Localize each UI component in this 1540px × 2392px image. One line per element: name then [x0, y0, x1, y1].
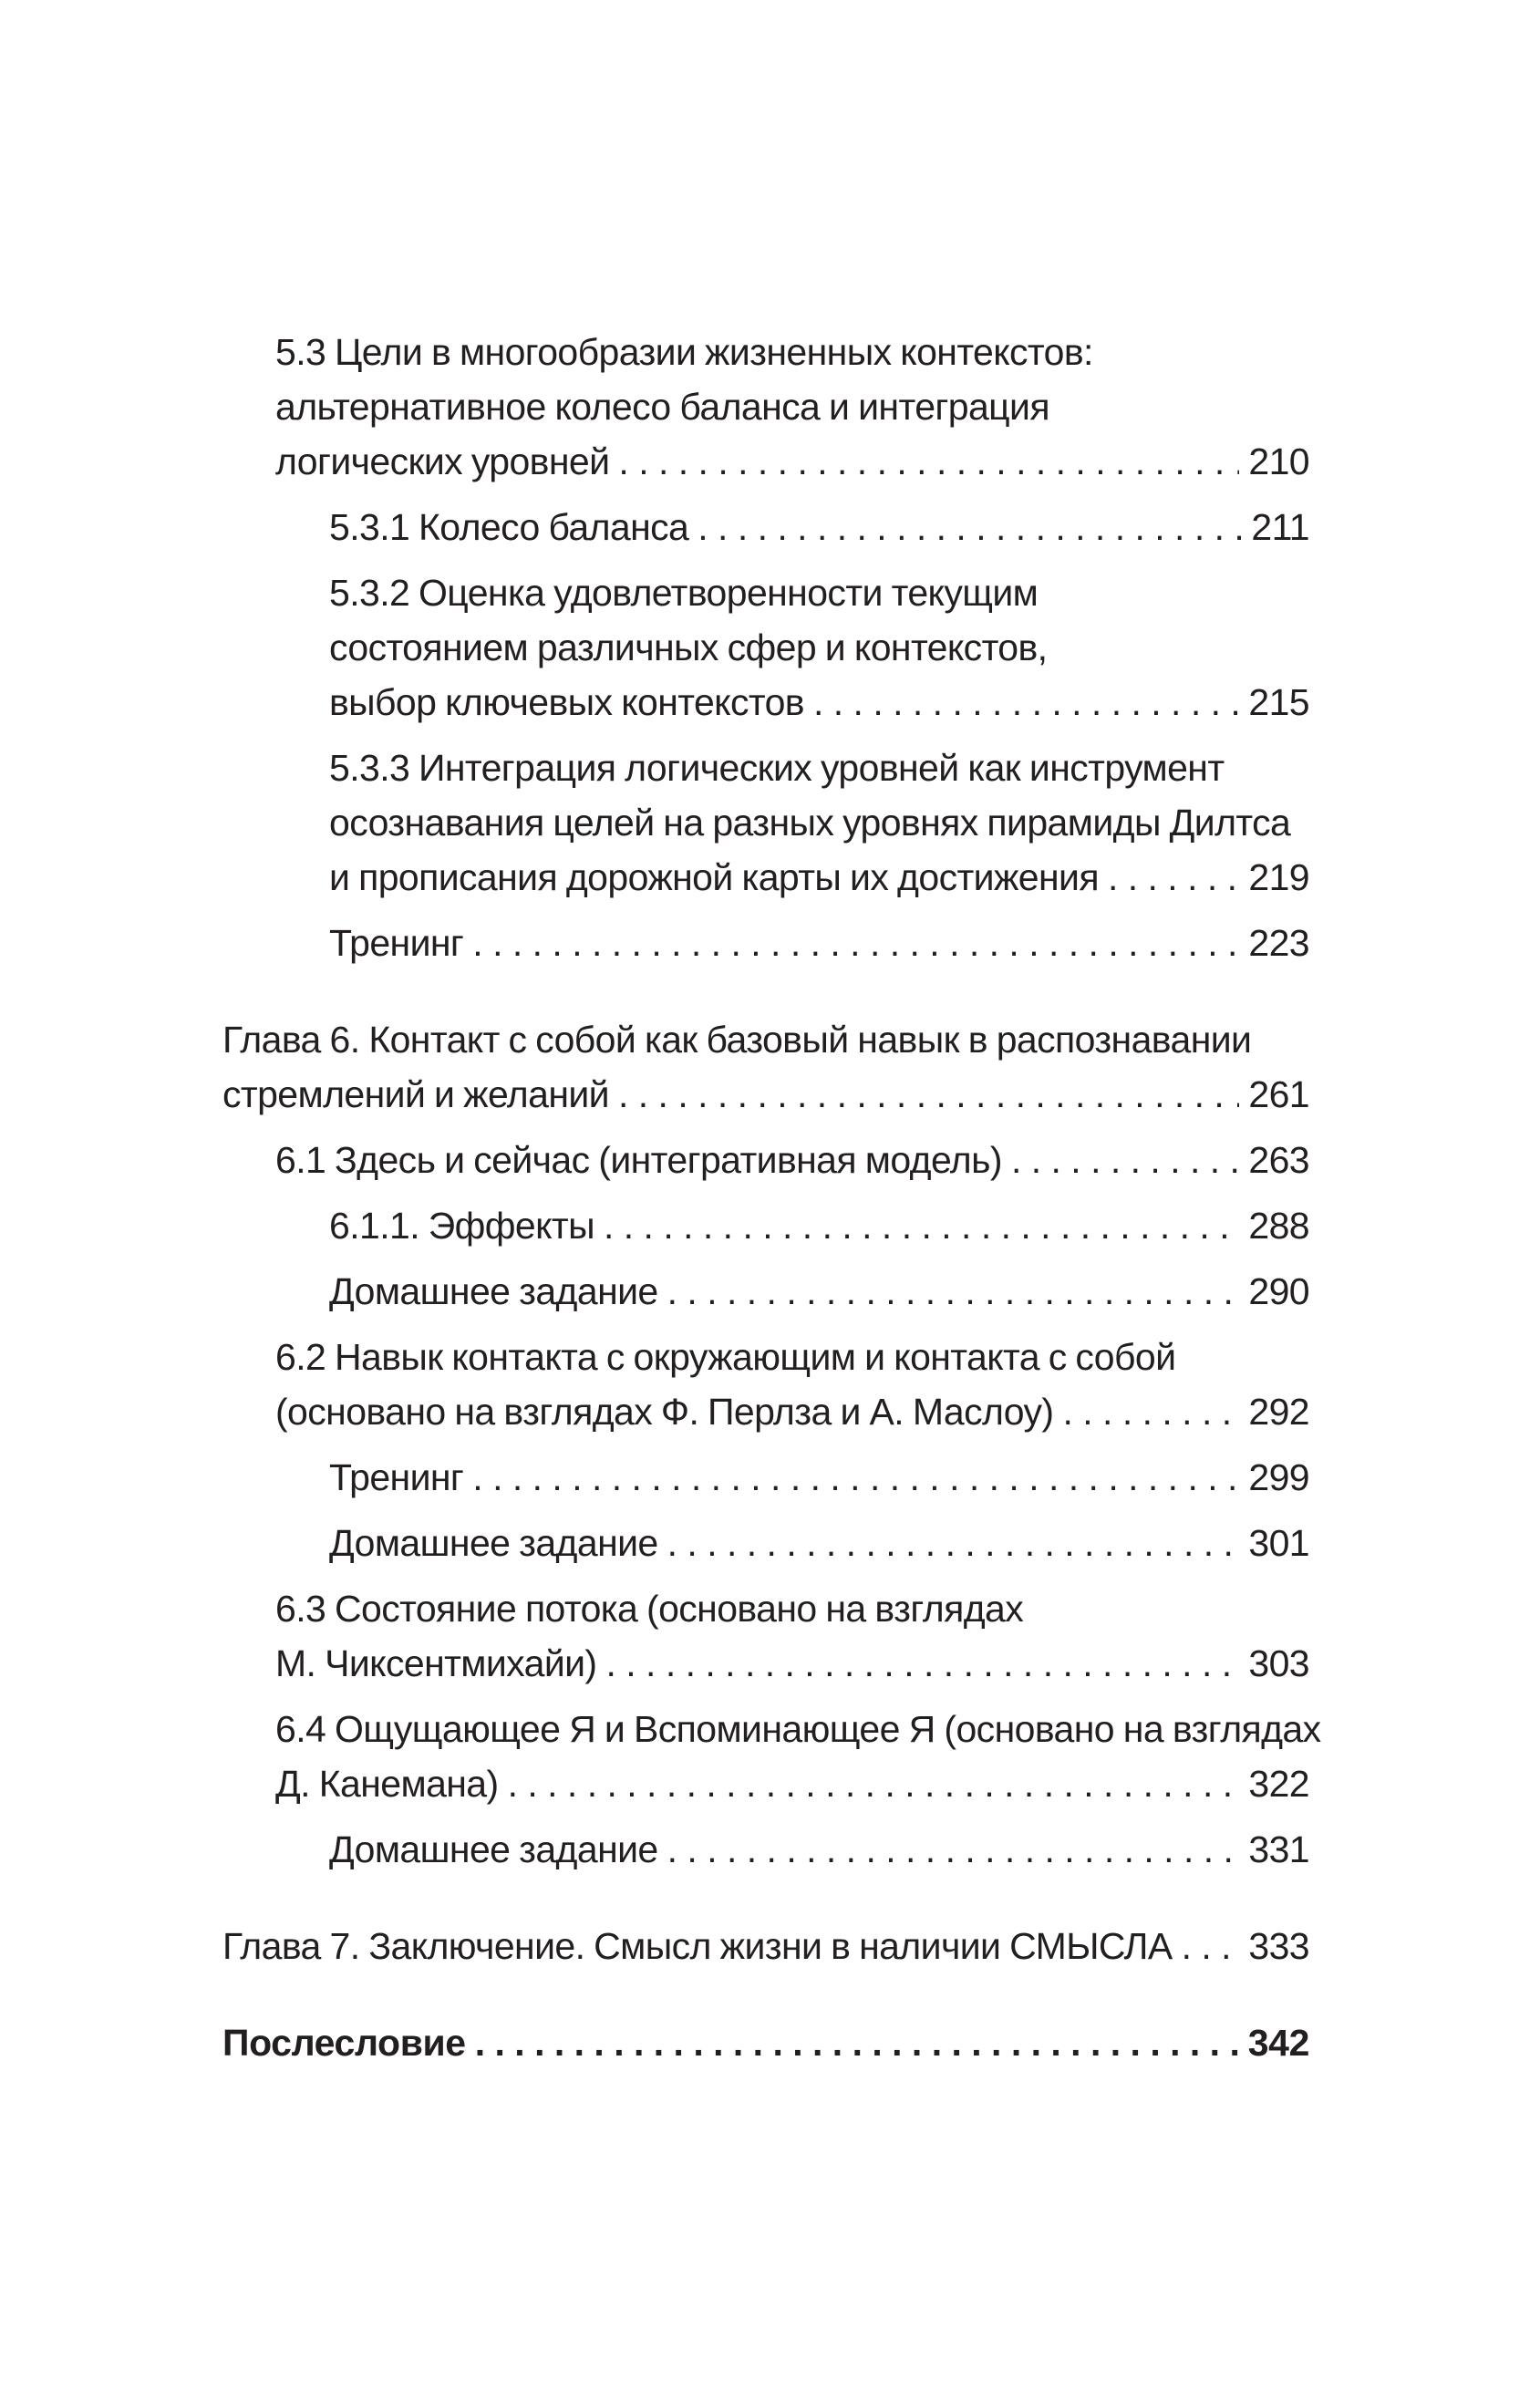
dot-leader — [813, 675, 1239, 730]
toc-entry-chapter-6[interactable] — [222, 1012, 1309, 1122]
page-number: 290 — [1248, 1270, 1309, 1312]
toc-entry-last-line — [329, 916, 1309, 970]
toc-entry-chapter-7[interactable] — [222, 1919, 1309, 1973]
dot-leader — [1011, 1133, 1239, 1187]
toc-entry-title: логических уровней — [275, 440, 610, 482]
dot-leader — [667, 1822, 1240, 1877]
toc-entry-title: выбор ключевых контекстов — [329, 681, 804, 723]
toc-entry-text-line: 6.2 Навык контакта с окружающим и контакта с собой — [275, 1336, 1176, 1378]
page-number: 292 — [1248, 1391, 1309, 1433]
toc-entry-text-line: состоянием различных сфер и контекстов, — [329, 626, 1048, 668]
toc-entry-last-line — [329, 1450, 1309, 1505]
toc-entry-title: Д. Канемана) — [275, 1763, 499, 1805]
toc-entry-title: стремлений и желаний — [222, 1073, 609, 1115]
page-number: 331 — [1248, 1828, 1309, 1870]
toc-entry-last-line — [222, 1067, 1309, 1122]
toc-entry-6-3[interactable] — [222, 1581, 1309, 1691]
page-number: 219 — [1248, 856, 1309, 898]
dot-leader — [667, 1264, 1240, 1319]
dot-leader — [508, 1756, 1240, 1811]
toc-entry-text-line: альтернативное колесо баланса и интеграция — [275, 386, 1049, 428]
page-number: 223 — [1248, 922, 1309, 964]
toc-entry-last-line — [329, 1264, 1309, 1319]
dot-leader — [698, 500, 1242, 554]
toc-entry-last-line — [329, 675, 1309, 730]
toc-entry-6-4[interactable] — [222, 1702, 1321, 1811]
toc-entry-title: Домашнее задание — [329, 1522, 658, 1564]
toc-entry-5-3-3[interactable] — [222, 740, 1309, 905]
dot-leader — [475, 2015, 1239, 2070]
toc-entry-last-line — [329, 1822, 1309, 1877]
toc-entry-homework-6-2[interactable] — [222, 1516, 1309, 1570]
dot-leader — [667, 1516, 1240, 1570]
toc-entry-text-line: осознавания целей на разных уровнях пирамиды Дилтса — [329, 802, 1291, 844]
toc-entry-text-line: 6.3 Состояние потока (основано на взглядах — [275, 1588, 1024, 1630]
toc-entry-last-line — [275, 1636, 1309, 1691]
toc-entry-title: (основано на взглядах Ф. Перлза и А. Маслоу) — [275, 1391, 1054, 1433]
page-number: 299 — [1248, 1456, 1309, 1498]
toc-entry-last-line — [275, 1384, 1309, 1439]
toc-entry-training-5[interactable] — [222, 916, 1309, 970]
toc-entry-5-3-1[interactable] — [222, 500, 1309, 554]
toc-entry-5-3-2[interactable] — [222, 565, 1309, 730]
toc-entry-title: Тренинг — [329, 922, 464, 964]
page-number: 333 — [1248, 1925, 1309, 1967]
toc-entry-last-line — [222, 1919, 1309, 1973]
page-number: 210 — [1248, 440, 1309, 482]
toc-entry-last-line — [329, 500, 1309, 554]
page-number: 211 — [1251, 506, 1309, 548]
toc-entry-title: М. Чиксентмихайи) — [275, 1642, 597, 1684]
page-number: 322 — [1248, 1763, 1309, 1805]
toc-entry-text-line: 5.3.2 Оценка удовлетворенности текущим — [329, 572, 1039, 614]
toc-entry-text-line: 6.4 Ощущающее Я и Вспоминающее Я (основано на взглядах — [275, 1708, 1321, 1750]
toc-entry-title: 5.3.1 Колесо баланса — [329, 506, 689, 548]
toc-entry-title: 6.1.1. Эффекты — [329, 1205, 594, 1247]
toc-entry-title: Домашнее задание — [329, 1828, 658, 1870]
toc-entry-title: Глава 7. Заключение. Смысл жизни в наличии СМЫСЛА — [222, 1925, 1173, 1967]
toc-entry-6-1-1[interactable] — [222, 1198, 1309, 1253]
toc-entry-5-3[interactable] — [222, 325, 1309, 489]
dot-leader — [472, 916, 1239, 970]
dot-leader — [618, 1067, 1239, 1122]
toc-entry-title: 6.1 Здесь и сейчас (интегративная модель) — [275, 1139, 1002, 1181]
toc-entry-last-line — [329, 850, 1309, 905]
toc-entry-training-6-2[interactable] — [222, 1450, 1309, 1505]
toc-entry-6-1[interactable] — [222, 1133, 1309, 1187]
dot-leader — [1062, 1384, 1239, 1439]
page-number: 261 — [1248, 1073, 1309, 1115]
toc-entry-last-line — [275, 434, 1309, 489]
toc-entry-text-line: Глава 6. Контакт с собой как базовый навык в распознавании — [222, 1019, 1252, 1061]
toc-entry-title: Тренинг — [329, 1456, 464, 1498]
toc-entry-text-line: 5.3 Цели в многообразии жизненных контекстов: — [275, 331, 1093, 373]
toc-entry-afterword[interactable] — [222, 2015, 1309, 2070]
toc-entry-title: Послесловие — [222, 2022, 466, 2064]
dot-leader — [1108, 850, 1239, 905]
toc-entry-title: Домашнее задание — [329, 1270, 658, 1312]
dot-leader — [472, 1450, 1239, 1505]
dot-leader — [1182, 1919, 1240, 1973]
page-number: 301 — [1248, 1522, 1309, 1564]
toc-entry-last-line — [275, 1133, 1309, 1187]
toc-entry-homework-6-1[interactable] — [222, 1264, 1309, 1319]
page-number: 215 — [1248, 681, 1309, 723]
toc-entry-last-line — [275, 1756, 1309, 1811]
toc-entry-last-line — [329, 1516, 1309, 1570]
toc-entry-homework-6-4[interactable] — [222, 1822, 1309, 1877]
toc-entry-last-line — [329, 1198, 1309, 1253]
page-number: 303 — [1248, 1642, 1309, 1684]
dot-leader — [604, 1198, 1239, 1253]
toc-entry-6-2[interactable] — [222, 1330, 1309, 1439]
toc-entry-last-line — [222, 2015, 1309, 2070]
dot-leader — [618, 434, 1239, 489]
toc-entry-text-line: 5.3.3 Интеграция логических уровней как инструмент — [329, 747, 1225, 789]
page-number: 342 — [1247, 2022, 1309, 2064]
table-of-contents — [222, 325, 1321, 2070]
toc-entry-title: и прописания дорожной карты их достижения — [329, 856, 1099, 898]
page-number: 263 — [1248, 1139, 1309, 1181]
page-number: 288 — [1248, 1205, 1309, 1247]
dot-leader — [605, 1636, 1239, 1691]
